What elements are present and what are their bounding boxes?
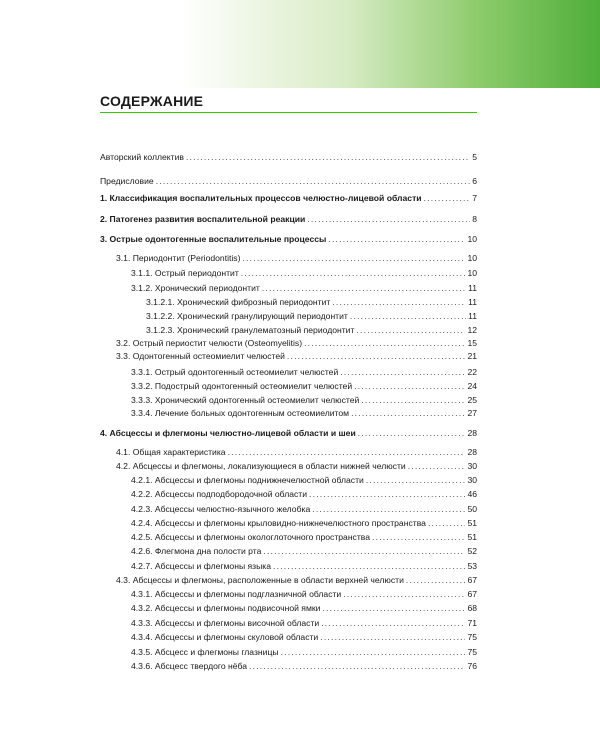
- dot-leader: [321, 618, 465, 629]
- toc-entry-title: 3.3. Одонтогенный остеомиелит челюстей: [116, 351, 285, 361]
- toc-entry[interactable]: [100, 428, 477, 439]
- toc-entry-title: 3.3.4. Лечение больных одонтогенным остеомиелитом: [131, 408, 350, 418]
- toc-entry[interactable]: [100, 489, 477, 500]
- toc-entry-page: 5: [472, 152, 477, 162]
- toc-entry-title: 4.3.5. Абсцесс и флегмоны глазницы: [131, 647, 279, 657]
- toc-entry[interactable]: [100, 561, 477, 572]
- toc-entry-title: 4.2.4. Абсцессы и флегмоны крыловидно-нижнечелюстного пространства: [131, 518, 426, 528]
- toc-entry[interactable]: [100, 603, 477, 614]
- toc-entry[interactable]: [100, 504, 477, 515]
- dot-leader: [358, 428, 466, 439]
- toc-entry-title: Авторский коллектив: [100, 152, 184, 162]
- toc-entry-page: 68: [467, 603, 477, 613]
- dot-leader: [356, 325, 465, 336]
- toc-entry[interactable]: [100, 532, 477, 543]
- toc-entry[interactable]: [100, 214, 477, 225]
- dot-leader: [263, 546, 465, 557]
- toc-entry-title: 3.3.3. Хронический одонтогенный остеомиелит челюстей: [131, 395, 360, 405]
- toc-entry-page: 52: [467, 546, 477, 556]
- toc-entry-page: 67: [467, 575, 477, 585]
- toc-entry-title: 3.1. Периодонтит (Periodontitis): [116, 253, 241, 263]
- toc-entry-page: 71: [467, 618, 477, 628]
- toc-entry-title: 3.1.1. Острый периодонтит: [131, 268, 239, 278]
- toc-entry[interactable]: [100, 367, 477, 378]
- toc-entry[interactable]: [100, 575, 477, 586]
- dot-leader: [249, 661, 465, 672]
- dot-leader: [273, 561, 465, 572]
- toc-entry[interactable]: [100, 351, 477, 362]
- dot-leader: [309, 489, 465, 500]
- toc-entry-title: 4.2.3. Абсцессы челюстно-язычного желобка: [131, 504, 311, 514]
- toc-entry-page: 7: [472, 193, 477, 203]
- toc-entry-page: 51: [467, 518, 477, 528]
- dot-leader: [328, 234, 465, 245]
- toc-entry-page: 6: [472, 176, 477, 186]
- toc-entry-title: 3.3.1. Острый одонтогенный остеомиелит челюстей: [131, 367, 339, 377]
- toc-entry-title: Предисловие: [100, 176, 154, 186]
- toc-entry-title: 3.1.2.2. Хронический гранулирующий периодонтит: [146, 311, 348, 321]
- toc-entry[interactable]: [100, 546, 477, 557]
- dot-leader: [186, 152, 470, 163]
- toc-entry-page: 28: [467, 447, 477, 457]
- toc-entry-page: 12: [467, 325, 477, 335]
- toc-entry-page: 11: [468, 283, 477, 293]
- toc-entry-page: 25: [467, 395, 477, 405]
- toc-entry[interactable]: [100, 268, 477, 279]
- dot-leader: [408, 461, 466, 472]
- dot-leader: [428, 518, 465, 529]
- dot-leader: [304, 338, 465, 349]
- toc-entry-title: 3.1.2. Хронический периодонтит: [131, 283, 260, 293]
- dot-leader: [351, 408, 465, 419]
- toc-entry[interactable]: [100, 338, 477, 349]
- toc-entry-title: 4.2.2. Абсцессы подподбородочной области: [131, 489, 308, 499]
- toc-entry-title: 3.2. Острый периостит челюсти (Osteomyelitis): [116, 338, 303, 348]
- toc-entry-title: 4.3.3. Абсцессы и флегмоны височной области: [131, 618, 320, 628]
- toc-entry-title: 4.2.1. Абсцессы и флегмоны поднижнечелюстной области: [131, 475, 364, 485]
- dot-leader: [350, 311, 466, 322]
- toc-entry-title: 2. Патогенез развития воспалительной реакции: [100, 214, 306, 224]
- toc-entry-page: 24: [467, 381, 477, 391]
- toc-entry-page: 21: [467, 351, 477, 361]
- toc-entry-page: 10: [467, 268, 477, 278]
- toc-entry[interactable]: [100, 518, 477, 529]
- toc-entry-page: 28: [467, 428, 477, 438]
- toc-entry-title: 4.3.2. Абсцессы и флегмоны подвисочной ямки: [131, 603, 321, 613]
- toc-entry-page: 8: [472, 214, 477, 224]
- toc-entry[interactable]: [100, 618, 477, 629]
- toc-entry-title: 4.3. Абсцессы и флегмоны, расположенные в области верхней челюсти: [116, 575, 404, 585]
- dot-leader: [424, 193, 471, 204]
- toc-entry-title: 4.3.6. Абсцесс твердого нёба: [131, 661, 248, 671]
- dot-leader: [241, 268, 466, 279]
- toc-entry-title: 4.3.4. Абсцессы и флегмоны скуловой области: [131, 632, 319, 642]
- toc-entry[interactable]: [100, 475, 477, 486]
- toc-entry[interactable]: [100, 447, 477, 458]
- dot-leader: [340, 367, 465, 378]
- dot-leader: [332, 297, 466, 308]
- toc-entry[interactable]: [100, 283, 477, 294]
- dot-leader: [320, 632, 465, 643]
- dot-leader: [156, 176, 471, 187]
- dot-leader: [312, 504, 465, 515]
- toc-entry-page: 22: [467, 367, 477, 377]
- toc-entry[interactable]: [100, 152, 477, 163]
- toc-entry-page: 15: [467, 338, 477, 348]
- toc-entry[interactable]: [100, 661, 477, 672]
- dot-leader: [354, 381, 465, 392]
- toc-entry-page: 67: [467, 589, 477, 599]
- toc-entry-title: 3.1.2.3. Хронический гранулематозный периодонтит: [146, 325, 355, 335]
- toc-entry-page: 75: [467, 647, 477, 657]
- toc-entry-title: 4. Абсцессы и флегмоны челюстно-лицевой области и шеи: [100, 428, 356, 438]
- toc-entry[interactable]: [100, 253, 477, 264]
- dot-leader: [242, 253, 465, 264]
- toc-entry[interactable]: [100, 193, 477, 204]
- toc-entry-title: 3.3.2. Подострый одонтогенный остеомиелит челюстей: [131, 381, 353, 391]
- toc-entry-page: 75: [467, 632, 477, 642]
- toc-entry-page: 10: [467, 234, 477, 244]
- toc-entry[interactable]: [100, 632, 477, 643]
- toc-entry-title: 3.1.2.1. Хронический фиброзный периодонтит: [146, 297, 331, 307]
- toc-entry[interactable]: [100, 176, 477, 187]
- dot-leader: [307, 214, 470, 225]
- toc-entry[interactable]: [100, 325, 477, 336]
- toc-entry-page: 50: [467, 504, 477, 514]
- dot-leader: [287, 351, 466, 362]
- toc-entry[interactable]: [100, 311, 477, 322]
- toc-entry-page: 11: [468, 311, 477, 321]
- toc-entry[interactable]: [100, 395, 477, 406]
- toc-entry-page: 51: [467, 532, 477, 542]
- toc-entry-title: 4.2.5. Абсцессы и флегмоны окологлоточного пространства: [131, 532, 371, 542]
- page-title: СОДЕРЖАНИЕ: [100, 93, 204, 109]
- header-gradient-band: [0, 0, 600, 88]
- dot-leader: [228, 447, 466, 458]
- toc-entry-page: 30: [467, 461, 477, 471]
- toc-entry[interactable]: [100, 381, 477, 392]
- toc-entry-title: 4.1. Общая характеристика: [116, 447, 226, 457]
- toc-entry-title: 4.3.1. Абсцессы и флегмоны подглазничной области: [131, 589, 342, 599]
- toc-entry[interactable]: [100, 234, 477, 245]
- toc-entry-page: 46: [467, 489, 477, 499]
- dot-leader: [366, 475, 466, 486]
- toc-entry-title: 4.2.6. Флегмона дна полости рта: [131, 546, 262, 556]
- toc-entry[interactable]: [100, 408, 477, 419]
- toc-entry[interactable]: [100, 297, 477, 308]
- toc-entry-page: 76: [467, 661, 477, 671]
- toc-entry-title: 4.2.7. Абсцессы и флегмоны языка: [131, 561, 272, 571]
- dot-leader: [322, 603, 465, 614]
- dot-leader: [406, 575, 466, 586]
- dot-leader: [361, 395, 465, 406]
- toc-entry-title: 3. Острые одонтогенные воспалительные процессы: [100, 234, 327, 244]
- toc-entry[interactable]: [100, 461, 477, 472]
- dot-leader: [372, 532, 465, 543]
- dot-leader: [343, 589, 465, 600]
- toc-entry-page: 11: [468, 297, 477, 307]
- toc-entry-title: 1. Классификация воспалительных процессов челюстно-лицевой области: [100, 193, 422, 203]
- toc-entry-page: 53: [467, 561, 477, 571]
- title-divider: [100, 112, 477, 113]
- toc-entry[interactable]: [100, 647, 477, 658]
- toc-entry-page: 27: [467, 408, 477, 418]
- dot-leader: [262, 283, 466, 294]
- dot-leader: [281, 647, 466, 658]
- toc-entry-page: 30: [467, 475, 477, 485]
- toc-entry-page: 10: [467, 253, 477, 263]
- toc-entry-title: 4.2. Абсцессы и флегмоны, локализующиеся в области нижней челюсти: [116, 461, 406, 471]
- toc-entry[interactable]: [100, 589, 477, 600]
